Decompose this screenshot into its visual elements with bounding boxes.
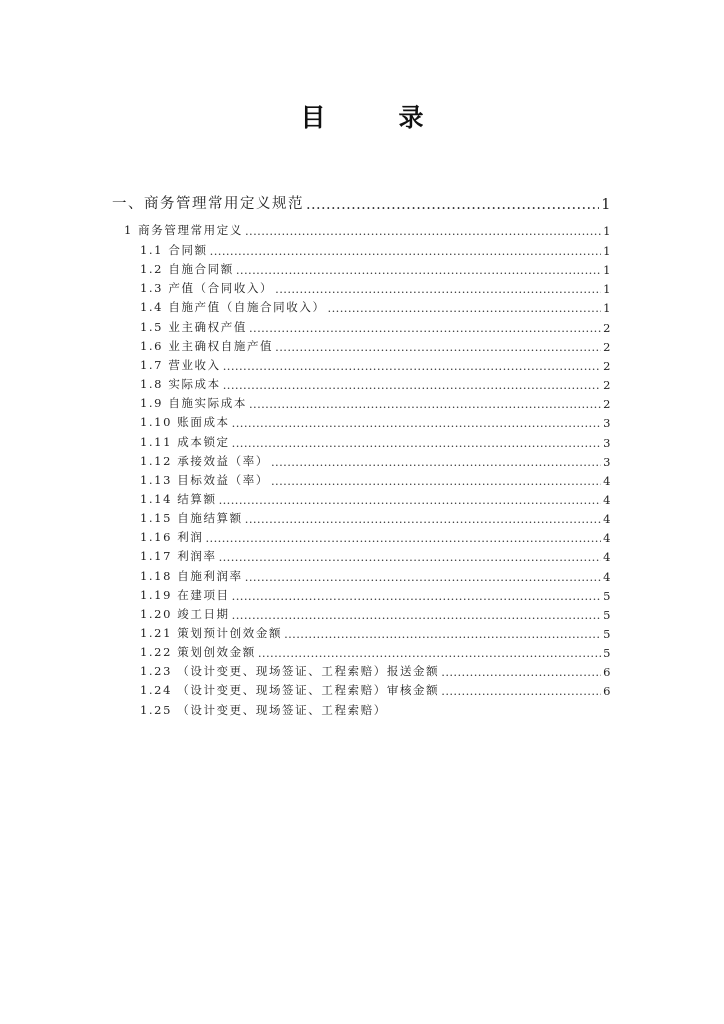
toc-entry[interactable] xyxy=(140,682,612,698)
toc-leader-dots xyxy=(258,646,601,660)
toc-entry-label: 1.13 目标效益（率） xyxy=(140,472,269,487)
toc-entry-label: 1.7 营业收入 xyxy=(140,357,221,372)
toc-entry-label: 1.11 成本锁定 xyxy=(140,434,230,449)
toc-entry-label: 1.18 自施利润率 xyxy=(140,568,243,583)
toc-leader-dots xyxy=(249,321,601,335)
toc-entry[interactable] xyxy=(140,453,612,469)
toc-leader-dots xyxy=(232,416,601,430)
toc-entry[interactable] xyxy=(140,414,612,430)
toc-entry-label: 1.9 自施实际成本 xyxy=(140,396,247,411)
toc-entry[interactable] xyxy=(140,702,612,718)
toc-entry-label: 1.20 竣工日期 xyxy=(140,606,230,621)
toc-entry[interactable] xyxy=(140,529,612,545)
toc-entry-page-number: 1 xyxy=(603,244,612,258)
toc-entry[interactable] xyxy=(140,280,612,296)
toc-leader-dots xyxy=(245,512,601,526)
toc-entry[interactable] xyxy=(140,568,612,584)
toc-entry-page-number: 5 xyxy=(603,646,612,661)
toc-leader-dots xyxy=(441,665,601,679)
toc-entry-label: 1.15 自施结算额 xyxy=(140,511,243,526)
page-title: 目 录 xyxy=(300,103,448,132)
toc-entry-page-number: 2 xyxy=(603,320,612,335)
toc-entry-label: 1.23 （设计变更、现场签证、工程索赔）报送金额 xyxy=(140,664,440,679)
toc-leader-dots xyxy=(205,531,601,545)
toc-entry-page-number: 2 xyxy=(603,378,612,393)
toc-entry-label: 1.22 策划创效金额 xyxy=(140,645,256,660)
toc-leader-dots xyxy=(441,684,601,698)
toc-entry[interactable] xyxy=(140,338,612,354)
toc-leader-dots xyxy=(236,263,601,277)
toc-entry[interactable] xyxy=(140,434,612,450)
toc-entry-label: 1.4 自施产值（自施合同收入） xyxy=(140,300,326,315)
toc-entry-page-number: 6 xyxy=(603,684,612,699)
toc-leader-dots xyxy=(328,301,602,315)
toc-leader-dots xyxy=(219,550,602,564)
toc-entry-label: 1.1 合同额 xyxy=(140,243,208,257)
toc-entry-page-number: 4 xyxy=(603,550,612,565)
toc-entry-label: 1.6 业主确权自施产值 xyxy=(140,338,274,353)
toc-entry-label: 1.8 实际成本 xyxy=(140,377,221,392)
toc-entry-page-number: 4 xyxy=(603,531,612,546)
toc-entry-label: 1.25 （设计变更、现场签证、工程索赔） xyxy=(140,702,387,717)
toc-entry-label: 1.5 业主确权产值 xyxy=(140,319,247,334)
toc-entry[interactable] xyxy=(140,472,612,488)
toc-leader-dots xyxy=(249,397,601,411)
toc-entry-label: 一、商务管理常用定义规范 xyxy=(112,196,304,212)
toc-leader-dots xyxy=(223,359,601,373)
toc-entry-label: 1 商务管理常用定义 xyxy=(124,223,243,237)
toc-entry-label: 1.10 账面成本 xyxy=(140,415,230,430)
toc-leader-dots xyxy=(284,627,601,641)
toc-entry-label: 1.16 利润 xyxy=(140,530,204,545)
toc-entry-page-number: 5 xyxy=(603,627,612,641)
toc-entry[interactable] xyxy=(140,663,612,679)
toc-entry-page-number: 4 xyxy=(603,492,612,507)
toc-entry-page-number: 5 xyxy=(603,607,612,622)
toc-entry-label: 1.17 利润率 xyxy=(140,549,217,564)
toc-leader-dots xyxy=(275,340,601,354)
toc-entry[interactable] xyxy=(140,319,612,335)
toc-leader-dots xyxy=(232,436,601,450)
toc-entry-label: 1.12 承接效益（率） xyxy=(140,453,269,468)
toc-leader-dots xyxy=(232,608,601,622)
toc-entry[interactable] xyxy=(140,261,612,277)
toc-leader-dots xyxy=(275,282,601,296)
toc-entry[interactable] xyxy=(112,192,612,213)
toc-entry-page-number: 2 xyxy=(603,358,612,373)
toc-leader-dots xyxy=(245,224,601,238)
toc-entry-page-number: 1 xyxy=(603,224,612,238)
toc-entry-page-number: 3 xyxy=(603,416,612,431)
toc-entry-page-number: 4 xyxy=(603,512,612,527)
toc-entry[interactable] xyxy=(140,242,612,258)
toc-entry-page-number: 1 xyxy=(603,263,612,278)
toc-entry-label: 1.3 产值（合同收入） xyxy=(140,281,274,296)
toc-entry[interactable] xyxy=(124,222,612,238)
toc-entry-page-number: 4 xyxy=(603,473,612,488)
toc-entry[interactable] xyxy=(140,395,612,411)
toc-entry[interactable] xyxy=(140,357,612,373)
toc-entry-page-number: 1 xyxy=(603,301,612,316)
toc-entry[interactable] xyxy=(140,491,612,507)
toc-entry-page-number: 1 xyxy=(601,197,612,213)
toc-entry[interactable] xyxy=(140,606,612,622)
toc-entry-label: 1.2 自施合同额 xyxy=(140,262,234,277)
toc-entry-page-number: 4 xyxy=(603,569,612,584)
toc-leader-dots xyxy=(223,378,601,392)
toc-entry-page-number: 6 xyxy=(603,665,612,680)
toc-entry-label: 1.19 在建项目 xyxy=(140,587,230,602)
toc-leader-dots xyxy=(306,197,599,213)
toc-entry-page-number: 3 xyxy=(603,435,612,450)
toc-entry[interactable] xyxy=(140,587,612,603)
toc-entry[interactable] xyxy=(140,299,612,315)
toc-leader-dots xyxy=(210,244,601,258)
toc-entry[interactable] xyxy=(140,625,612,641)
toc-entry[interactable] xyxy=(140,510,612,526)
toc-entry-page-number: 2 xyxy=(603,339,612,354)
toc-entry[interactable] xyxy=(140,376,612,392)
toc-entry[interactable] xyxy=(140,644,612,660)
toc-leader-dots xyxy=(219,493,602,507)
toc-leader-dots xyxy=(245,570,601,584)
toc-entry-label: 1.24 （设计变更、现场签证、工程索赔）审核金额 xyxy=(140,683,440,698)
toc-leader-dots xyxy=(232,589,601,603)
toc-entry-label: 1.14 结算额 xyxy=(140,491,217,506)
toc-entry-label: 1.21 策划预计创效金额 xyxy=(140,626,283,640)
toc-entry-page-number: 2 xyxy=(603,397,612,412)
toc-entry-page-number: 5 xyxy=(603,588,612,603)
toc-entry-page-number: 3 xyxy=(603,454,612,469)
toc-leader-dots xyxy=(271,474,601,488)
toc-entry[interactable] xyxy=(140,548,612,564)
toc-leader-dots xyxy=(271,455,601,469)
toc-entry-page-number: 1 xyxy=(603,282,612,297)
